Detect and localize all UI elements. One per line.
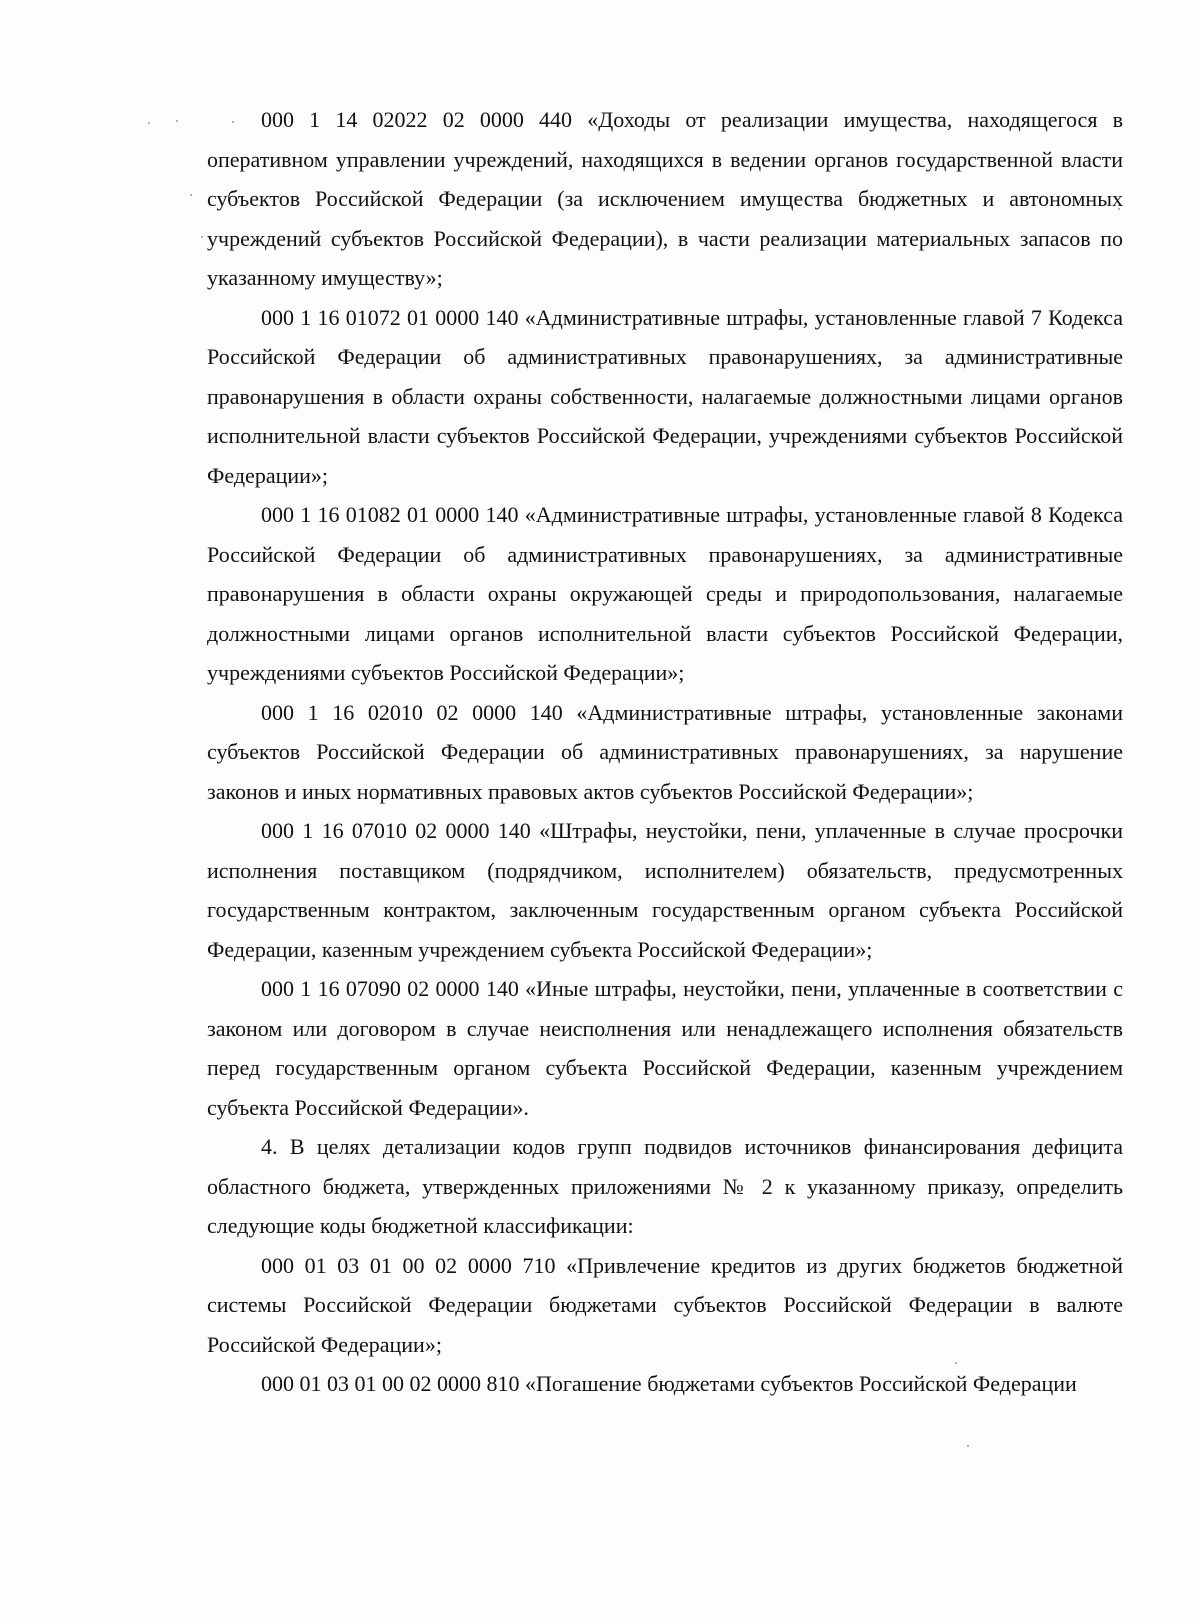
scan-speck — [201, 236, 203, 238]
scan-speck — [190, 194, 192, 196]
document-body — [207, 100, 1123, 1404]
paragraph-code-1-16-02010: 000 1 16 02010 02 0000 140 «Административные штрафы, установленные законами субъектов Российской Федерации об административных правонарушениях, за нарушение законов и иных нормативных правовых актов субъектов Российской Федерации»; — [207, 699, 1123, 804]
paragraph-code-1-16-07090: 000 1 16 07090 02 0000 140 «Иные штрафы, неустойки, пени, уплаченные в соответствии с законом или договором в случае неисполнения или ненадлежащего исполнения обязательств перед государственным органом субъекта Российской Федерации, казенным учреждением субъекта Российской Федерации». — [207, 976, 1123, 1120]
paragraph-code-1-16-01072: 000 1 16 01072 01 0000 140 «Административные штрафы, установленные главой 7 Кодекса Российской Федерации об административных правонарушениях, за административные правонарушения в области охраны собственности, налагаемые должностными лицами органов исполнительной власти субъектов Российской Федерации, учреждениями субъектов Российской Федерации»; — [207, 304, 1123, 488]
paragraph-code-01-03-810: 000 01 03 01 00 02 0000 810 «Погашение бюджетами субъектов Российской Федерации — [261, 1371, 1077, 1396]
paragraph-code-01-03-710: 000 01 03 01 00 02 0000 710 «Привлечение кредитов из других бюджетов бюджетной системы Российской Федерации бюджетами субъектов Российской Федерации в валюте Российской Федерации»; — [207, 1252, 1123, 1357]
scan-speck — [176, 120, 178, 122]
paragraph-code-1-14-02022: 000 1 14 02022 02 0000 440 «Доходы от реализации имущества, находящегося в оперативном управлении учреждений, находящихся в ведении органов государственной власти субъектов Российской Федерации (за исключением имущества бюджетных и автономных учреждений субъектов Российской Федерации), в части реализации материальных запасов по указанному имуществу»; — [207, 107, 1123, 290]
scan-speck — [967, 1445, 969, 1447]
paragraph-item-4: 4. В целях детализации кодов групп подвидов источников финансирования дефицита областного бюджета, утвержденных приложениями № 2 к указанному приказу, определить следующие коды бюджетной классификации: — [207, 1134, 1123, 1238]
paragraph-code-1-16-07010: 000 1 16 07010 02 0000 140 «Штрафы, неустойки, пени, уплаченные в случае просрочки исполнения поставщиком (подрядчиком, исполнителем) обязательств, предусмотренных государственным контрактом, заключенным государственным органом субъекта Российской Федерации, казенным учреждением субъекта Российской Федерации»; — [207, 818, 1123, 962]
paragraph-code-1-16-01082: 000 1 16 01082 01 0000 140 «Административные штрафы, установленные главой 8 Кодекса Российской Федерации об административных правонарушениях, за административные правонарушения в области охраны окружающей среды и природопользования, налагаемые должностными лицами органов исполнительной власти субъектов Российской Федерации, учреждениями субъектов Российской Федерации»; — [207, 502, 1123, 685]
scan-speck — [148, 122, 150, 124]
